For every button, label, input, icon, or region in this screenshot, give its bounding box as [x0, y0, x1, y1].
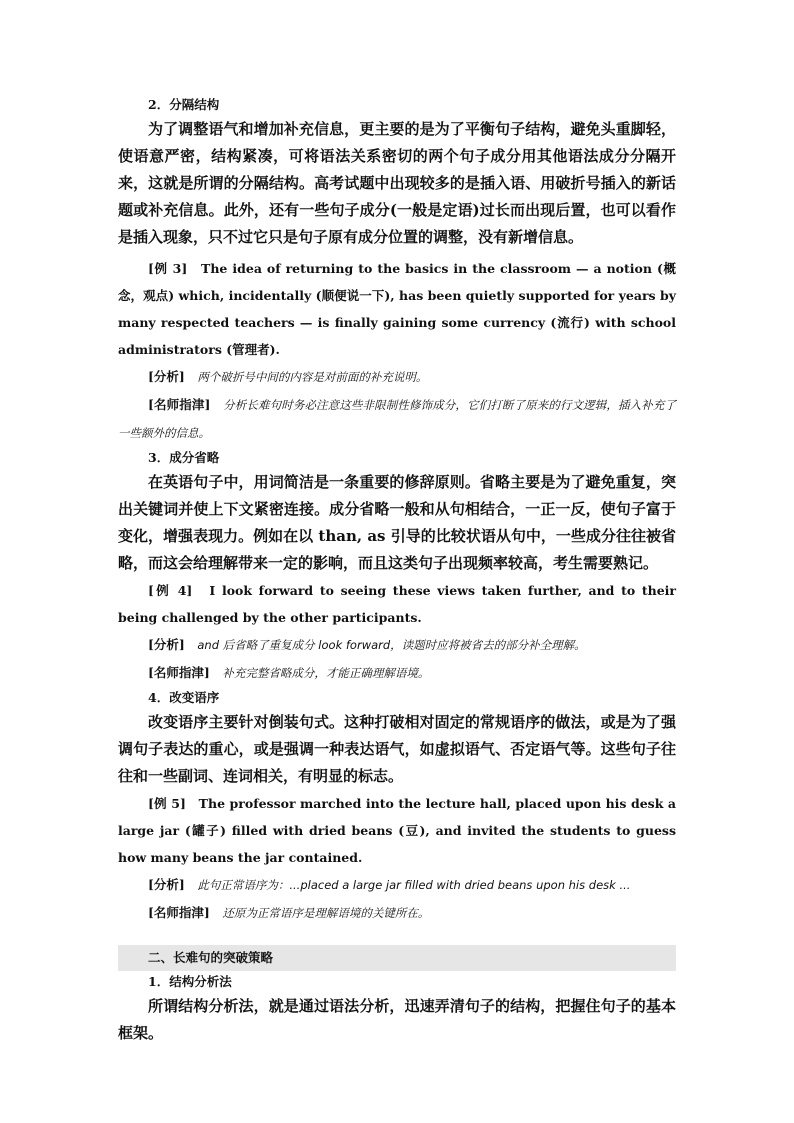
example-5: [例 5] The professor marched into the lecture hall, placed upon his desk a large jar (罐子) filled with dried beans (豆), and invited the students to guess how many beans the jar contained. — [118, 796, 676, 865]
section-paragraph-separation: 为了调整语气和增加补充信息，更主要的是为了平衡句子结构，避免头重脚轻，使语意严密，结构紧凑，可将语法关系密切的两个句子成分用其他语法成分分隔开来，这就是所谓的分隔结构。高考试题中出现较多的是插入语、用破折号插入的新话题或补充信息。此外，还有一些句子成分(一般是定语)过长而出现后置，也可以看作是插入现象，只不过它只是句子原有成分位置的调整，没有新增信息。 — [118, 120, 676, 246]
section-heading-ellipsis: 3．成分省略 — [148, 450, 220, 465]
teacher-text: 还原为正常语序是理解语境的关键所在。 — [222, 906, 430, 920]
teacher-text: 分析长难句时务必注意这些非限制性修饰成分，它们打断了原来的行文逻辑，插入补充了一些额外的信息。 — [118, 398, 676, 440]
teacher-tag: [名师指津] — [148, 665, 210, 680]
part-two-banner: 二、长难句的突破策略 — [118, 945, 676, 971]
teacher-tip-3 — [118, 391, 676, 447]
example-3: [例 3] The idea of returning to the basics in the classroom — a notion (概念，观点) which, incidentally (顺便说一下), has been quietly supported for years by many respected teachers — is finally gaining some currency (流行) with school administrators (管理者). — [118, 261, 676, 357]
document-content — [118, 94, 676, 1047]
section-paragraph-ellipsis: 在英语句子中，用词简洁是一条重要的修辞原则。省略主要是为了避免重复，突出关键词并使上下文紧密连接。成分省略一般和从句相结合，一正一反，使句子富于变化，增强表现力。例如在以 than, as 引导的比较状语从句中，一些成分往往被省略，而这会给理解带来一定的影响，而且这类句子出现频率较高，考生需要熟记。 — [118, 473, 676, 572]
teacher-tip-4 — [118, 659, 676, 687]
teacher-tag: [名师指津] — [148, 397, 211, 412]
analysis-5 — [118, 871, 676, 899]
teacher-tip-5 — [118, 899, 676, 927]
analysis-4 — [118, 631, 676, 659]
teacher-text: 补充完整省略成分，才能正确理解语境。 — [222, 666, 430, 680]
analysis-text: 此句正常语序为：...placed a large jar filled with dried beans upon his desk ... — [197, 878, 631, 892]
example-4: [例 4] I look forward to seeing these views taken further, and to their being challenged by the other participants. — [118, 583, 676, 625]
analysis-tag: [分析] — [148, 877, 185, 892]
analysis-tag: [分析] — [148, 637, 185, 652]
analysis-tag: [分析] — [148, 369, 185, 384]
section-heading-separation: 2．分隔结构 — [148, 97, 220, 112]
section-paragraph-word-order: 改变语序主要针对倒装句式。这种打破相对固定的常规语序的做法，或是为了强调句子表达的重心，或是强调一种表达语气，如虚拟语气、否定语气等。这些句子往往和一些副词、连词相关，有明显的标志。 — [118, 713, 676, 785]
analysis-text: and 后省略了重复成分 look forward，读题时应将被省去的部分补全理解。 — [197, 638, 586, 652]
analysis-text: 两个破折号中间的内容是对前面的补充说明。 — [197, 370, 428, 384]
section-heading-word-order: 4．改变语序 — [148, 690, 220, 705]
analysis-3 — [118, 363, 676, 391]
teacher-tag: [名师指津] — [148, 905, 210, 920]
section-paragraph-structure-analysis: 所谓结构分析法，就是通过语法分析，迅速弄清句子的结构，把握住句子的基本框架。 — [118, 997, 676, 1042]
section-heading-structure-analysis: 1．结构分析法 — [148, 974, 232, 989]
